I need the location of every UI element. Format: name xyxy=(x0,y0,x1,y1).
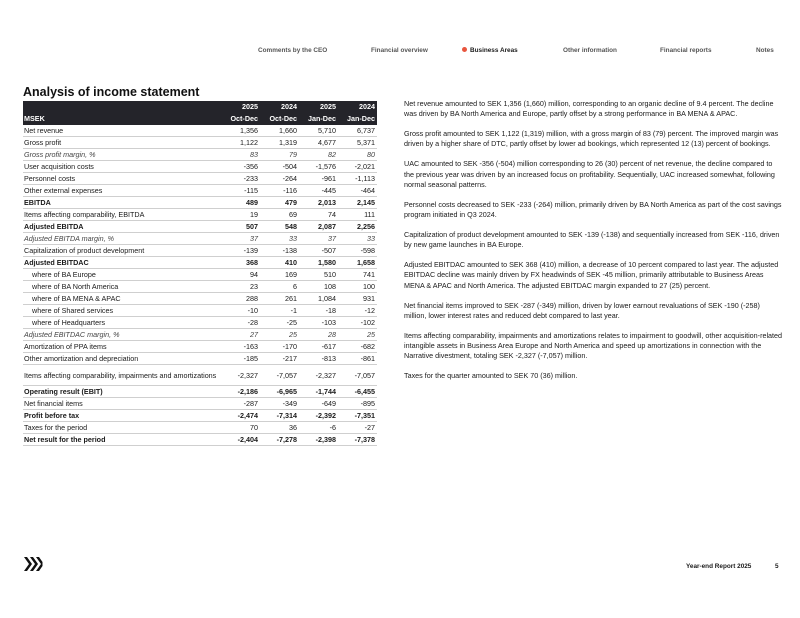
row-value: -12 xyxy=(338,305,377,317)
row-label: Gross profit margin, % xyxy=(23,149,221,161)
row-label: Operating result (EBIT) xyxy=(23,386,221,398)
header-unit: MSEK xyxy=(23,113,221,125)
table-row xyxy=(23,221,377,233)
row-label: Adjusted EBITDAC xyxy=(23,257,221,269)
row-value: -961 xyxy=(299,173,338,185)
table-row xyxy=(23,353,377,365)
row-value: -103 xyxy=(299,317,338,329)
row-label: Capitalization of product development xyxy=(23,245,221,257)
row-label: Adjusted EBITDA margin, % xyxy=(23,233,221,245)
row-label: EBITDA xyxy=(23,197,221,209)
row-value: 510 xyxy=(299,269,338,281)
table-row xyxy=(23,269,377,281)
nav-item-financial-overview[interactable]: Financial overview xyxy=(371,47,428,54)
row-value: 37 xyxy=(221,233,260,245)
commentary-paragraph: Capitalization of product development amounted to SEK -139 (-138) and sequentially increased from SEK -116, driven by new game launches in BA Europe. xyxy=(404,230,780,250)
row-value: -6 xyxy=(299,422,338,434)
row-value: 2,256 xyxy=(338,221,377,233)
row-value: -504 xyxy=(260,161,299,173)
table-row xyxy=(23,233,377,245)
table-header-years xyxy=(23,101,377,113)
row-value: -2,474 xyxy=(221,410,260,422)
row-value: 489 xyxy=(221,197,260,209)
row-value: 288 xyxy=(221,293,260,305)
row-value: -185 xyxy=(221,353,260,365)
table-row xyxy=(23,281,377,293)
income-statement-table xyxy=(23,101,377,446)
table-row xyxy=(23,185,377,197)
table-row xyxy=(23,245,377,257)
table-row xyxy=(23,386,377,398)
row-value: -116 xyxy=(260,185,299,197)
row-value: 2,145 xyxy=(338,197,377,209)
row-value: -2,327 xyxy=(299,365,338,386)
row-value: -287 xyxy=(221,398,260,410)
row-value: -2,392 xyxy=(299,410,338,422)
row-value: -25 xyxy=(260,317,299,329)
row-value: 4,677 xyxy=(299,137,338,149)
row-label: Net financial items xyxy=(23,398,221,410)
row-value: 1,658 xyxy=(338,257,377,269)
row-value: -507 xyxy=(299,245,338,257)
row-value: 368 xyxy=(221,257,260,269)
header-blank xyxy=(23,101,221,113)
row-value: 1,660 xyxy=(260,125,299,137)
table-row xyxy=(23,434,377,446)
commentary-paragraph: Personnel costs decreased to SEK -233 (-264) million, primarily driven by BA North America as part of the cost savings program initiated in Q3 2024. xyxy=(404,199,782,220)
nav-item-financial-reports[interactable]: Financial reports xyxy=(660,47,712,54)
row-value: 111 xyxy=(338,209,377,221)
row-value: -617 xyxy=(299,341,338,353)
row-value: -464 xyxy=(338,185,377,197)
row-value: 169 xyxy=(260,269,299,281)
row-value: 5,710 xyxy=(299,125,338,137)
commentary-paragraph: Taxes for the quarter amounted to SEK 70 (36) million. xyxy=(404,371,578,381)
row-value: -18 xyxy=(299,305,338,317)
row-value: 70 xyxy=(221,422,260,434)
row-value: 19 xyxy=(221,209,260,221)
row-value: -7,278 xyxy=(260,434,299,446)
table-row xyxy=(23,410,377,422)
nav-item-notes[interactable]: Notes xyxy=(756,47,774,54)
row-value: 261 xyxy=(260,293,299,305)
row-label: Items affecting comparability, impairments and amortizations xyxy=(23,365,221,386)
header-period: Jan-Dec xyxy=(338,113,377,125)
table-row xyxy=(23,209,377,221)
row-value: -356 xyxy=(221,161,260,173)
row-value: -2,021 xyxy=(338,161,377,173)
row-value: 741 xyxy=(338,269,377,281)
table-row xyxy=(23,365,377,386)
report-label: Year-end Report 2025 xyxy=(686,563,752,570)
row-value: 2,013 xyxy=(299,197,338,209)
row-value: 33 xyxy=(338,233,377,245)
row-value: 410 xyxy=(260,257,299,269)
header-period: Oct-Dec xyxy=(221,113,260,125)
table-row xyxy=(23,329,377,341)
commentary-paragraph: Items affecting comparability, impairments and amortizations relates to impairment to goodwill, other acquisition-related intangible assets in Business Area Europe and North America and speed up amortizations in connection with the Narrative divestment, totaling SEK -2,327 (-7,057) million. xyxy=(404,330,783,361)
chevron-logo-icon xyxy=(23,556,43,572)
commentary-paragraph: UAC amounted to SEK -356 (-504) million corresponding to 26 (30) percent of net revenue, the decline compared to the previous year was driven by an increased focus on profitability. Sequentially, UAC increased somewhat, following normal seasonal patterns. xyxy=(404,159,775,189)
row-label: Adjusted EBITDAC margin, % xyxy=(23,329,221,341)
row-value: 931 xyxy=(338,293,377,305)
row-value: -1,113 xyxy=(338,173,377,185)
row-value: 108 xyxy=(299,281,338,293)
row-value: -1,576 xyxy=(299,161,338,173)
header-year: 2024 xyxy=(338,101,377,113)
row-value: 83 xyxy=(221,149,260,161)
commentary-paragraph: Net revenue amounted to SEK 1,356 (1,660) million, corresponding to an organic decline of 9.4 percent. The decline was driven by BA North America and Europe, partly offset by a strong performance in BA MENA & APAC. xyxy=(404,99,774,119)
row-value: -102 xyxy=(338,317,377,329)
nav-item-comments-by-ceo[interactable]: Comments by the CEO xyxy=(258,47,328,54)
row-value: -1 xyxy=(260,305,299,317)
row-label: Profit before tax xyxy=(23,410,221,422)
row-value: -27 xyxy=(338,422,377,434)
table-row xyxy=(23,197,377,209)
header-period: Jan-Dec xyxy=(299,113,338,125)
row-value: -2,327 xyxy=(221,365,260,386)
row-value: 28 xyxy=(299,329,338,341)
row-value: 1,319 xyxy=(260,137,299,149)
table-header-periods xyxy=(23,113,377,125)
row-label: Gross profit xyxy=(23,137,221,149)
row-value: -649 xyxy=(299,398,338,410)
nav-item-business-areas[interactable] xyxy=(462,47,518,54)
row-label: Adjusted EBITDA xyxy=(23,221,221,233)
table-row xyxy=(23,317,377,329)
table-body xyxy=(23,125,377,446)
row-value: -233 xyxy=(221,173,260,185)
row-value: 1,084 xyxy=(299,293,338,305)
row-value: 6,737 xyxy=(338,125,377,137)
row-value: -7,378 xyxy=(338,434,377,446)
commentary-paragraph: Net financial items improved to SEK -287 (-349) million, driven by lower earnout revaluations of SEK -190 (-258) million, lower interest rates and reduced debt compared to last year. xyxy=(404,300,760,320)
row-value: -445 xyxy=(299,185,338,197)
commentary-paragraph: Gross profit amounted to SEK 1,122 (1,319) million, with a gross margin of 83 (79) percent. The improved margin was driven by a higher share of DTC, partly offset by lower ad bookings, which represented 12 (13) percent of bookings. xyxy=(404,129,779,149)
row-value: -598 xyxy=(338,245,377,257)
table-row xyxy=(23,341,377,353)
row-value: 79 xyxy=(260,149,299,161)
row-value: 74 xyxy=(299,209,338,221)
row-value: 25 xyxy=(338,329,377,341)
row-label: where of BA Europe xyxy=(23,269,221,281)
row-value: 25 xyxy=(260,329,299,341)
top-navigation xyxy=(0,47,800,59)
table-row xyxy=(23,125,377,137)
row-label: where of BA North America xyxy=(23,281,221,293)
page-number: 5 xyxy=(775,563,779,570)
row-label: where of Headquarters xyxy=(23,317,221,329)
row-value: 27 xyxy=(221,329,260,341)
row-value: -217 xyxy=(260,353,299,365)
row-label: where of Shared services xyxy=(23,305,221,317)
row-value: -813 xyxy=(299,353,338,365)
header-year: 2025 xyxy=(299,101,338,113)
row-value: -10 xyxy=(221,305,260,317)
row-value: 5,371 xyxy=(338,137,377,149)
row-value: 100 xyxy=(338,281,377,293)
row-value: -861 xyxy=(338,353,377,365)
row-value: -138 xyxy=(260,245,299,257)
row-value: 69 xyxy=(260,209,299,221)
row-label: where of BA MENA & APAC xyxy=(23,293,221,305)
table-row xyxy=(23,422,377,434)
row-value: -7,351 xyxy=(338,410,377,422)
row-value: 80 xyxy=(338,149,377,161)
row-value: -682 xyxy=(338,341,377,353)
row-value: 479 xyxy=(260,197,299,209)
header-period: Oct-Dec xyxy=(260,113,299,125)
row-value: 23 xyxy=(221,281,260,293)
row-value: 507 xyxy=(221,221,260,233)
row-value: 1,356 xyxy=(221,125,260,137)
row-value: -264 xyxy=(260,173,299,185)
table-row xyxy=(23,305,377,317)
row-value: -6,455 xyxy=(338,386,377,398)
row-value: -2,398 xyxy=(299,434,338,446)
page-title: Analysis of income statement xyxy=(23,85,200,99)
row-value: -139 xyxy=(221,245,260,257)
table-row xyxy=(23,293,377,305)
row-value: -2,404 xyxy=(221,434,260,446)
row-label: Taxes for the period xyxy=(23,422,221,434)
row-value: -115 xyxy=(221,185,260,197)
table-row xyxy=(23,161,377,173)
row-value: 36 xyxy=(260,422,299,434)
row-value: 6 xyxy=(260,281,299,293)
table-row xyxy=(23,137,377,149)
row-value: -163 xyxy=(221,341,260,353)
row-value: -349 xyxy=(260,398,299,410)
row-value: 548 xyxy=(260,221,299,233)
nav-item-other-information[interactable]: Other information xyxy=(563,47,617,54)
row-value: -7,057 xyxy=(260,365,299,386)
row-label: Amortization of PPA items xyxy=(23,341,221,353)
table-row xyxy=(23,173,377,185)
row-label: Other external expenses xyxy=(23,185,221,197)
header-year: 2025 xyxy=(221,101,260,113)
row-value: -2,186 xyxy=(221,386,260,398)
row-value: 82 xyxy=(299,149,338,161)
row-value: -28 xyxy=(221,317,260,329)
row-value: -6,965 xyxy=(260,386,299,398)
row-value: 37 xyxy=(299,233,338,245)
row-label: Other amortization and depreciation xyxy=(23,353,221,365)
row-value: 1,580 xyxy=(299,257,338,269)
row-value: -170 xyxy=(260,341,299,353)
row-label: User acquisition costs xyxy=(23,161,221,173)
nav-item-label: Business Areas xyxy=(470,47,518,54)
row-value: -7,314 xyxy=(260,410,299,422)
header-year: 2024 xyxy=(260,101,299,113)
row-value: 94 xyxy=(221,269,260,281)
table-row xyxy=(23,398,377,410)
row-value: 1,122 xyxy=(221,137,260,149)
row-value: -895 xyxy=(338,398,377,410)
table-row xyxy=(23,149,377,161)
row-label: Net revenue xyxy=(23,125,221,137)
row-label: Net result for the period xyxy=(23,434,221,446)
active-dot-icon xyxy=(462,47,467,52)
row-label: Personnel costs xyxy=(23,173,221,185)
row-value: -7,057 xyxy=(338,365,377,386)
row-value: -1,744 xyxy=(299,386,338,398)
row-label: Items affecting comparability, EBITDA xyxy=(23,209,221,221)
commentary-paragraph: Adjusted EBITDAC amounted to SEK 368 (410) million, a decrease of 10 percent compared to last year. The adjusted EBITDAC decline was mainly driven by FX headwinds of SEK -45 million, primarily attributable to Business Areas MENA & APAC and North America. The adjusted EBITDAC margin expanded to 27 (25) percent. xyxy=(404,260,779,290)
row-value: 2,087 xyxy=(299,221,338,233)
table-row xyxy=(23,257,377,269)
commentary xyxy=(404,99,784,391)
row-value: 33 xyxy=(260,233,299,245)
